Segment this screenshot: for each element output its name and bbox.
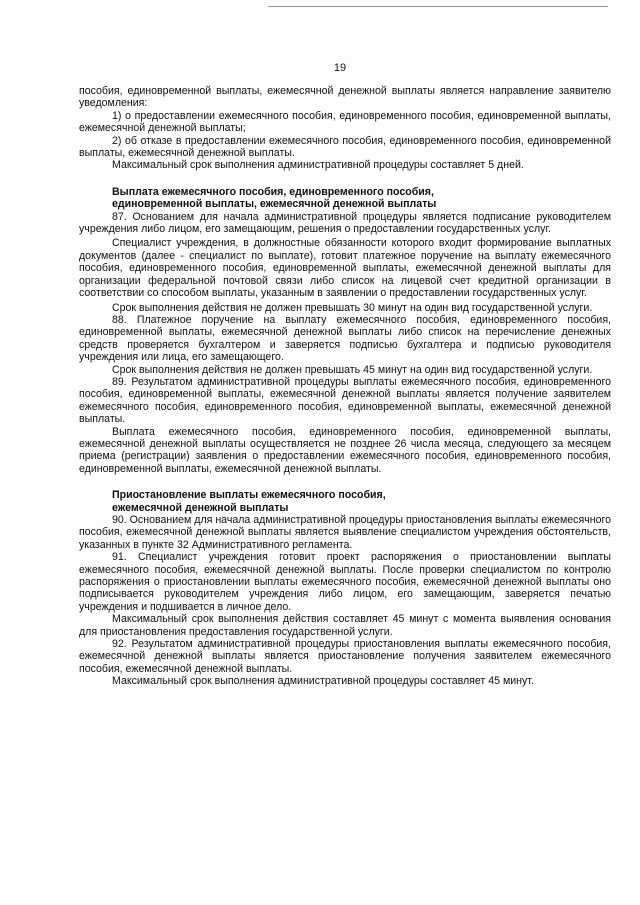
document-body <box>79 85 611 688</box>
paragraph-88-deadline: Срок выполнения действия не должен превышать 45 минут на один вид государственной услуги. <box>112 363 593 376</box>
scan-edge-rule <box>268 6 608 7</box>
section-heading-payment-line2: единовременной выплаты, ежемесячной денежной выплаты <box>112 198 437 211</box>
paragraph-88: 88. Платежное поручение на выплату ежемесячного пособия, единовременного пособия, единовременной выплаты, ежемесячной денежной выплаты либо список на перечисление денежных средств проверяется бухгалтером и заверяется подписью бухгалтера и подписью руководителя учреждения или лица, его замещающего. <box>79 313 611 364</box>
paragraph-92: 92. Результатом административной процедуры приостановления выплаты ежемесячного пособия, ежемесячной денежной выплаты является приостановление получения заявителем ежемесячного пособия, ежемесячной денежной выплаты. <box>79 638 611 675</box>
paragraph-89-payment-date: Выплата ежемесячного пособия, единовременного пособия, единовременной выплаты, ежемесячной денежной выплаты осуществляется не позднее 26 числа месяца, следующего за месяцем приема (регистрации) заявления о предоставлении ежемесячного пособия, единовременного пособия, единовременной выплаты, ежемесячной денежной выплаты. <box>79 425 611 475</box>
page-number: 19 <box>333 62 347 74</box>
paragraph-87-deadline: Срок выполнения действия не должен превышать 30 минут на один вид государственной услуги. <box>112 301 593 314</box>
paragraph-90: 90. Основанием для начала административной процедуры приостановления выплаты ежемесячного пособия, ежемесячной денежной выплаты является выявление специалистом учреждения обстоятельств, указанных в пункте 32 Административного регламента. <box>79 514 611 551</box>
section-heading-suspension-line2: ежемесячной денежной выплаты <box>112 501 289 514</box>
section-heading-payment-line1: Выплата ежемесячного пособия, единовременного пособия, <box>112 185 434 198</box>
paragraph-92-deadline: Максимальный срок выполнения административной процедуры составляет 45 минут. <box>112 675 534 688</box>
paragraph-87: 87. Основанием для начала административной процедуры является подписание руководителем учреждения либо лицом, его замещающим, решения о предоставлении государственных услуг. <box>79 210 611 236</box>
paragraph-91-deadline: Максимальный срок выполнения действия составляет 45 минут с момента выявления основания для приостановления предоставления государственной услуги. <box>79 613 611 638</box>
spacer <box>79 172 611 186</box>
paragraph-87-specialist: Специалист учреждения, в должностные обязанности которого входит формирование выплатных документов (далее - специалист по выплате), готовит платежное поручение на выплату ежемесячного пособия, единовременного пособия, единовременной выплаты, ежемесячной денежной выплаты для организации федеральной почтовой связи либо список на лицевой счет кредитной организации в соответствии со способом выплаты, указанным в заявлении о предоставлении государственных услуг. <box>79 237 611 300</box>
list-item-2: 2) об отказе в предоставлении ежемесячного пособия, единовременного пособия, единовременной выплаты, ежемесячной денежной выплаты. <box>79 134 611 160</box>
section-heading-suspension-line1: Приостановление выплаты ежемесячного пособия, <box>112 489 386 502</box>
paragraph-deadline-5-days: Максимальный срок выполнения административной процедуры составляет 5 дней. <box>112 159 524 172</box>
list-item-1: 1) о предоставлении ежемесячного пособия, единовременного пособия, единовременной выплаты, ежемесячной денежной выплаты; <box>79 109 611 135</box>
paragraph-89: 89. Результатом административной процедуры выплаты ежемесячного пособия, единовременного пособия, единовременной выплаты, ежемесячной денежной выплаты является получение заявителем ежемесячного пособия, единовременного пособия, единовременной выплаты, ежемесячной денежной выплаты. <box>79 375 611 426</box>
paragraph-91: 91. Специалист учреждения готовит проект распоряжения о приостановлении выплаты ежемесячного пособия, ежемесячной денежной выплаты. После проверки специалистом по контролю распоряжения о приостановлении выплаты ежемесячного пособия, ежемесячной денежной выплаты оно подписывается руководителем учреждения либо лицом, его замещающим, заверяется печатью учреждения и подшивается в личное дело. <box>79 551 611 613</box>
paragraph-continuation: пособия, единовременной выплаты, ежемесячной денежной выплаты является направление заявителю уведомления: <box>79 85 611 110</box>
spacer <box>79 475 611 489</box>
